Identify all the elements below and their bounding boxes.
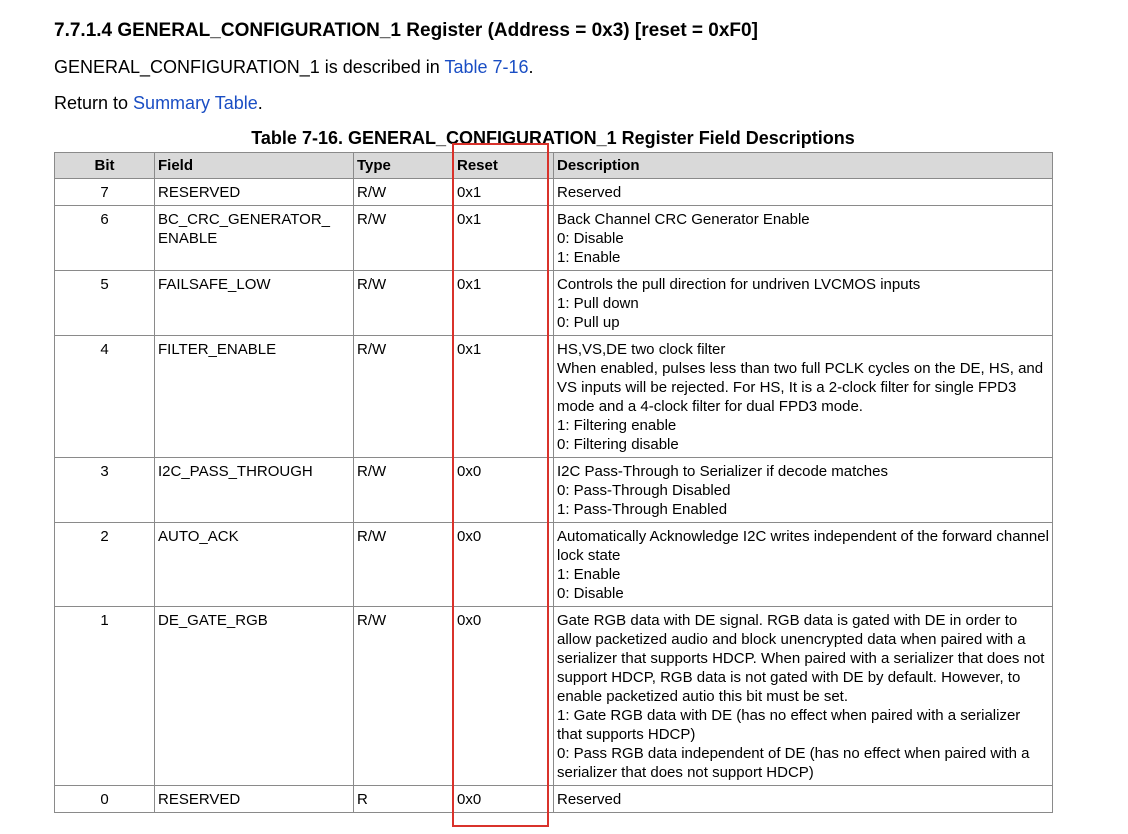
described-prefix: GENERAL_CONFIGURATION_1 is described in bbox=[54, 57, 445, 77]
cell-description bbox=[554, 179, 1053, 206]
table-row bbox=[55, 271, 1053, 336]
cell-bit: 5 bbox=[55, 271, 155, 336]
table-header-row bbox=[55, 153, 1053, 179]
cell-reset: 0x1 bbox=[454, 179, 554, 206]
description-line: 1: Gate RGB data with DE (has no effect when paired with a serializer that supports HDCP) bbox=[557, 707, 1021, 743]
cell-reset: 0x0 bbox=[454, 786, 554, 813]
description-line: 1: Pull down bbox=[557, 295, 639, 312]
return-line bbox=[54, 93, 263, 114]
description-line: 0: Disable bbox=[557, 585, 624, 602]
cell-description bbox=[554, 523, 1053, 607]
description-line: Reserved bbox=[557, 791, 622, 808]
cell-description bbox=[554, 607, 1053, 786]
cell-type: R/W bbox=[354, 271, 454, 336]
cell-type: R/W bbox=[354, 458, 454, 523]
description-line: 0: Filtering disable bbox=[557, 436, 679, 453]
description-line: Gate RGB data with DE signal. RGB data is gated with DE in order to allow packetized audio and block unencrypted data when paired with a serializer that supports HDCP. When paired with a serializer that does not support HDCP, RGB data is not gated with DE by default. However, to enable packetized autio this bit must be set. bbox=[557, 612, 1045, 705]
cell-reset: 0x0 bbox=[454, 607, 554, 786]
cell-description bbox=[554, 786, 1053, 813]
cell-type: R/W bbox=[354, 336, 454, 458]
table-7-16-link[interactable]: Table 7-16 bbox=[444, 57, 529, 77]
return-prefix: Return to bbox=[54, 93, 134, 113]
summary-table-link[interactable]: Summary Table bbox=[133, 93, 258, 113]
cell-reset: 0x0 bbox=[454, 523, 554, 607]
described-in-line bbox=[54, 57, 534, 78]
cell-reset: 0x1 bbox=[454, 206, 554, 271]
cell-bit: 4 bbox=[55, 336, 155, 458]
description-line: 0: Pass-Through Disabled bbox=[557, 482, 731, 499]
cell-description bbox=[554, 206, 1053, 271]
description-line: HS,VS,DE two clock filter bbox=[557, 341, 726, 358]
table-caption: Table 7-16. GENERAL_CONFIGURATION_1 Register Field Descriptions bbox=[251, 128, 855, 148]
cell-type: R bbox=[354, 786, 454, 813]
table-row bbox=[55, 458, 1053, 523]
table-row bbox=[55, 786, 1053, 813]
description-line: 1: Enable bbox=[557, 566, 621, 583]
described-suffix: . bbox=[528, 57, 534, 77]
header-bit: Bit bbox=[55, 153, 155, 179]
register-field-table bbox=[54, 152, 1053, 813]
description-line: 1: Filtering enable bbox=[557, 417, 677, 434]
cell-bit: 2 bbox=[55, 523, 155, 607]
table-row bbox=[55, 206, 1053, 271]
cell-type: R/W bbox=[354, 607, 454, 786]
cell-description bbox=[554, 458, 1053, 523]
cell-type: R/W bbox=[354, 206, 454, 271]
cell-bit: 3 bbox=[55, 458, 155, 523]
header-reset: Reset bbox=[454, 153, 554, 179]
cell-bit: 7 bbox=[55, 179, 155, 206]
cell-reset: 0x1 bbox=[454, 271, 554, 336]
cell-bit: 1 bbox=[55, 607, 155, 786]
cell-field: DE_GATE_RGB bbox=[155, 607, 354, 786]
cell-reset: 0x0 bbox=[454, 458, 554, 523]
return-suffix: . bbox=[257, 93, 263, 113]
cell-bit: 6 bbox=[55, 206, 155, 271]
cell-field: FILTER_ENABLE bbox=[155, 336, 354, 458]
header-field: Field bbox=[155, 153, 354, 179]
header-description: Description bbox=[554, 153, 1053, 179]
description-line: 1: Pass-Through Enabled bbox=[557, 501, 728, 518]
section-heading: 7.7.1.4 GENERAL_CONFIGURATION_1 Register (Address = 0x3) [reset = 0xF0] bbox=[54, 20, 758, 41]
description-line: Reserved bbox=[557, 184, 622, 201]
table-row bbox=[55, 179, 1053, 206]
header-type: Type bbox=[354, 153, 454, 179]
description-line: Automatically Acknowledge I2C writes independent of the forward channel lock state bbox=[557, 528, 1049, 564]
cell-description bbox=[554, 336, 1053, 458]
description-line: When enabled, pulses less than two full PCLK cycles on the DE, HS, and VS inputs will be rejected. For HS, It is a 2-clock filter for single FPD3 mode and a 4-clock filter for dual FPD3 mode. bbox=[557, 360, 1044, 415]
cell-field: BC_CRC_GENERATOR_ ENABLE bbox=[155, 206, 354, 271]
description-line: 1: Enable bbox=[557, 249, 621, 266]
description-line: Back Channel CRC Generator Enable bbox=[557, 211, 810, 228]
cell-type: R/W bbox=[354, 179, 454, 206]
cell-description bbox=[554, 271, 1053, 336]
table-row bbox=[55, 523, 1053, 607]
description-line: I2C Pass-Through to Serializer if decode matches bbox=[557, 463, 888, 480]
cell-reset: 0x1 bbox=[454, 336, 554, 458]
cell-field: RESERVED bbox=[155, 179, 354, 206]
table-row bbox=[55, 336, 1053, 458]
cell-field: RESERVED bbox=[155, 786, 354, 813]
description-line: 0: Disable bbox=[557, 230, 624, 247]
cell-bit: 0 bbox=[55, 786, 155, 813]
cell-type: R/W bbox=[354, 523, 454, 607]
cell-field: FAILSAFE_LOW bbox=[155, 271, 354, 336]
table-row bbox=[55, 607, 1053, 786]
description-line: 0: Pull up bbox=[557, 314, 620, 331]
description-line: Controls the pull direction for undriven LVCMOS inputs bbox=[557, 276, 921, 293]
description-line: 0: Pass RGB data independent of DE (has no effect when paired with a serializer that does not support HDCP) bbox=[557, 745, 1030, 781]
cell-field: AUTO_ACK bbox=[155, 523, 354, 607]
cell-field: I2C_PASS_THROUGH bbox=[155, 458, 354, 523]
